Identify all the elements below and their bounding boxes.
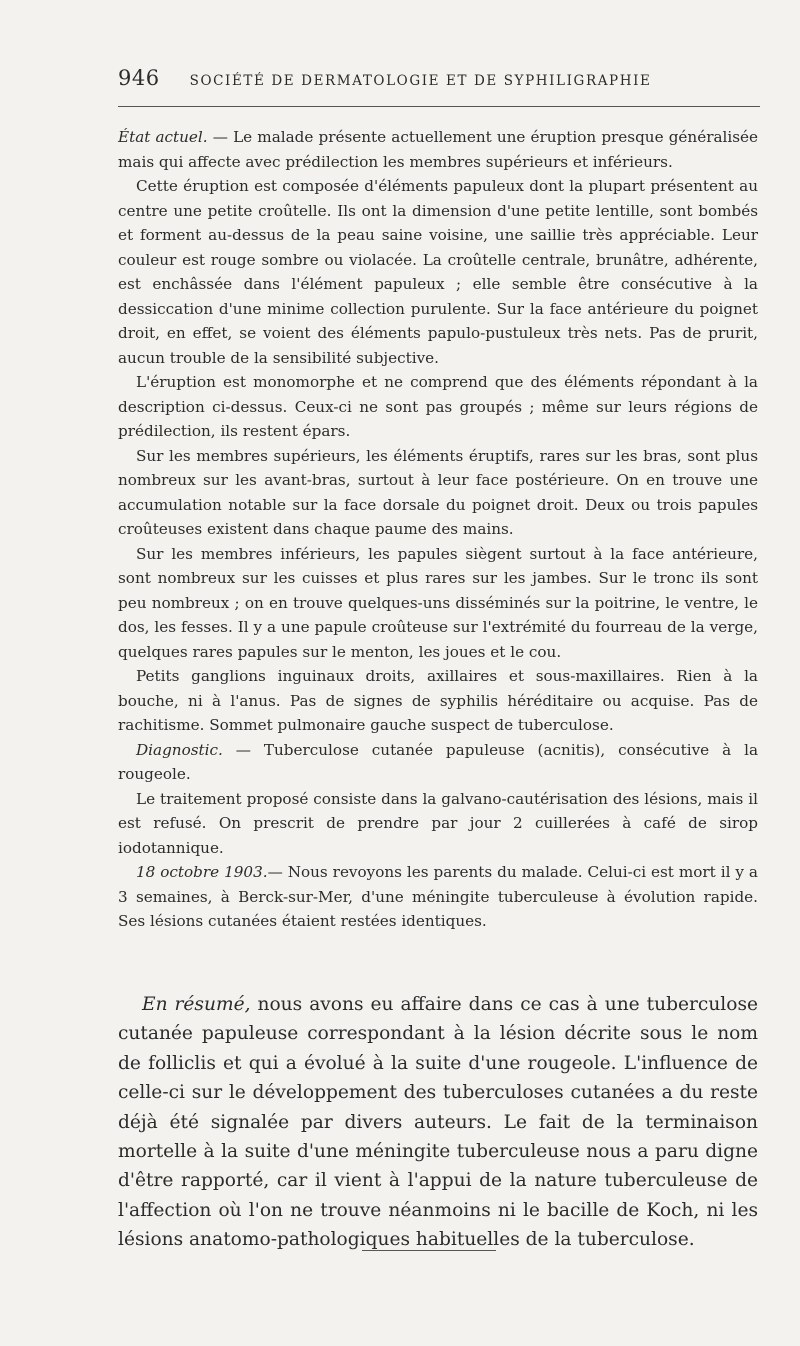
paragraph-diagnostic [118, 738, 758, 787]
summary-lead: En résumé, [142, 994, 251, 1015]
paragraph-text: — Tuberculose cutanée papuleuse (acnitis), consécutive à la rougeole. [118, 740, 758, 783]
page-number: 946 [118, 66, 160, 90]
paragraph-text: Sur les membres inférieurs, les papules siègent surtout à la face antérieure, sont nombreux sur les cuisses et plus rares sur les jambes. Sur le tronc ils sont peu nombreux ; on en trouve quelques-uns disséminés sur la poitrine, le ventre, le dos, les fesses. Il y a une papule croûteuse sur l'extrémité du fourreau de la verge, quelques rares papules sur le menton, les joues et le cou. [118, 544, 758, 661]
paragraph-text: L'éruption est monomorphe et ne comprend que des éléments répondant à la description ci-dessus. Ceux-ci ne sont pas groupés ; même sur leurs régions de prédilection, ils restent épars. [118, 373, 758, 440]
paragraph-lead: 18 octobre 1903. [136, 863, 268, 881]
paragraph-text: Sur les membres supérieurs, les éléments éruptifs, rares sur les bras, sont plus nombreux sur les avant-bras, surtout à leur face postérieure. On en trouve une accumulation notable sur la face dorsale du poignet droit. Deux ou trois papules croûteuses existent dans chaque paume des mains. [118, 446, 758, 538]
paragraph-monomorphe [118, 370, 758, 444]
paragraph-traitement [118, 787, 758, 861]
paragraph-18-octobre [118, 860, 758, 934]
paragraph-text: — Le malade présente actuellement une éruption presque généralisée mais qui affecte avec prédilection les membres supérieurs et inférieurs. [118, 128, 758, 171]
paragraph-lead: État actuel. [118, 128, 208, 146]
page-header [118, 66, 758, 90]
paragraph-etat-actuel [118, 125, 758, 174]
paragraph-membres-inferieurs [118, 542, 758, 665]
paragraph-text: — Nous revoyons les parents du malade. Celui-ci est mort il y a 3 semaines, à Berck-sur-Mer, d'une méningite tuberculeuse à évolution rapide. Ses lésions cutanées étaient restées identiques. [118, 863, 758, 930]
summary-paragraph [118, 990, 758, 1255]
end-rule [362, 1250, 496, 1251]
paragraph-membres-superieurs [118, 444, 758, 542]
summary-text: nous avons eu affaire dans ce cas à une tuberculose cutanée papuleuse correspondant à la lésion décrite sous le nom de folliclis et qui a évolué à la suite d'une rougeole. L'influence de celle-ci sur le développement des tuberculoses cutanées a du reste déjà été signalée par divers auteurs. Le fait de la terminaison mortelle à la suite d'une méningite tuberculeuse nous a paru digne d'être rapporté, car il vient à l'appui de la nature tuberculeuse de l'affection où l'on ne trouve néanmoins ni le bacille de Koch, ni les lésions anatomo-pathologiques habituelles de la tuberculose. [118, 994, 758, 1251]
paragraph-ganglions [118, 664, 758, 738]
case-report-body [118, 125, 758, 934]
paragraph-text: Petits ganglions inguinaux droits, axillaires et sous-maxillaires. Rien à la bouche, ni à l'anus. Pas de signes de syphilis héréditaire ou acquise. Pas de rachitisme. Sommet pulmonaire gauche suspect de tuberculose. [118, 667, 758, 734]
running-title: SOCIÉTÉ DE DERMATOLOGIE ET DE SYPHILIGRAPHIE [189, 73, 652, 89]
paragraph-text: Cette éruption est composée d'éléments papuleux dont la plupart présentent au centre une petite croûtelle. Ils ont la dimension d'une petite lentille, sont bombés et forment au-dessus de la peau saine voisine, une saillie très appréciable. Leur couleur est rouge sombre ou violacée. La croûtelle centrale, brunâtre, adhérente, est enchâssée dans l'élément papuleux ; elle semble être consécutive à la dessiccation d'une minime collection purulente. Sur la face antérieure du poignet droit, en effet, se voient des éléments papulo-pustuleux très nets. Pas de prurit, aucun trouble de la sensibilité subjective. [118, 177, 758, 367]
summary-section [118, 990, 758, 1255]
paragraph-eruption-description [118, 174, 758, 370]
header-rule [118, 106, 760, 107]
paragraph-text: Le traitement proposé consiste dans la galvano-cautérisation des lésions, mais il est refusé. On prescrit de prendre par jour 2 cuillerées à café de sirop iodotannique. [118, 789, 758, 857]
paragraph-lead: Diagnostic. [136, 740, 223, 759]
